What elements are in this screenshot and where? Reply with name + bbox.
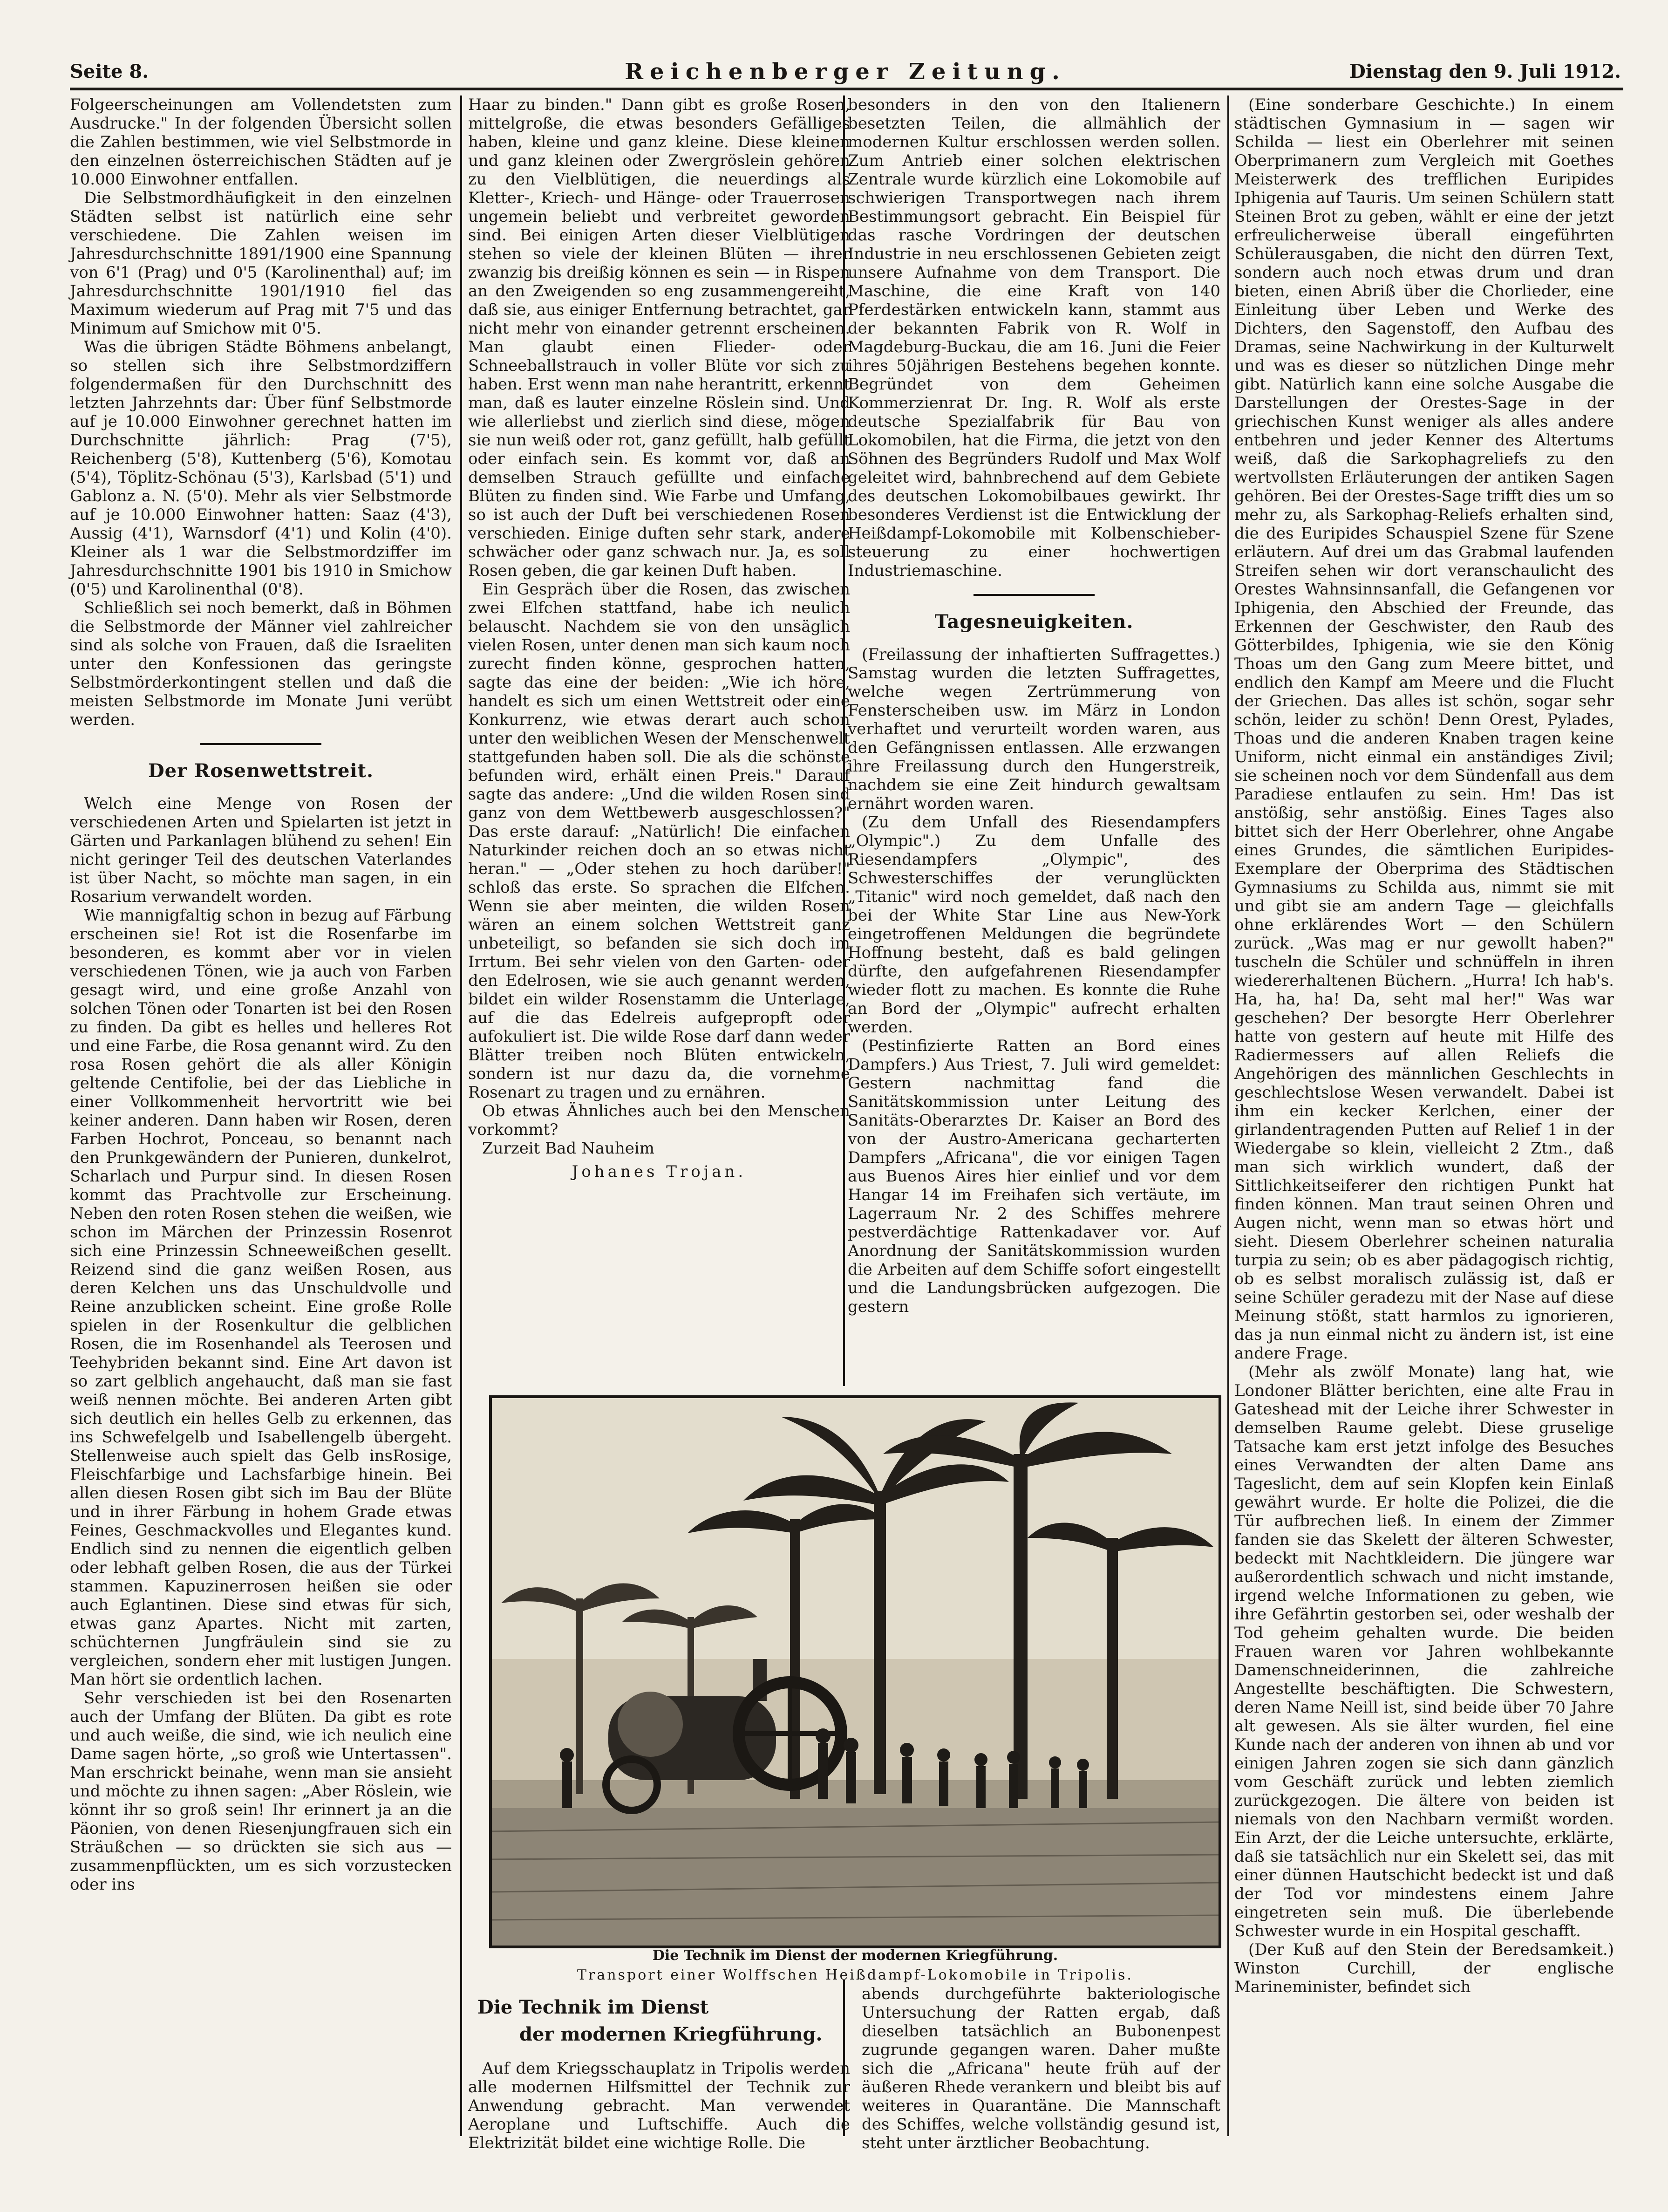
column-1 [70, 96, 452, 1894]
article-heading: Der Rosenwettstreit. [148, 760, 374, 782]
bottom-news-continuation [862, 1985, 1220, 2152]
section-divider [974, 594, 1095, 596]
news-item: (Freilassung der inhaftierten Suffragettes.) Samstag wurden die letzten Suffragettes, welche wegen Zertrümmerung von Fensterscheiben usw. im März in London verhaftet und verurteilt worden waren, aus den Gefängnissen entlassen. Alle erzwangen ihre Freilassung durch den Hungerstreik, nachdem sie eine Zeit hindurch gewaltsam ernährt worden waren. [848, 645, 1220, 813]
article-place: Zurzeit Bad Nauheim [482, 1139, 655, 1158]
column-3 [848, 96, 1220, 1316]
news-item: (Zu dem Unfall des Riesendampfers „Olympic".) Zu dem Unfalle des Riesendampfers „Olympic", des Schwesterschiffes der verunglückten „Titanic" wird noch gemeldet, daß nach den bei der White Star Line aus New-York eingetroffenen Meldungen die begründete Hoffnung besteht, daß es bald gelingen dürfte, den aufgefahrenen Riesendampfer wieder flott zu machen. Es konnte die Ruhe an Bord der „Olympic" aufrecht erhalten werden. [848, 813, 1220, 1037]
article-paragraph: Haar zu binden." Dann gibt es große Rosen, mittelgroße, die etwas besonders Gefälliges haben, kleine und ganz kleine. Diese kleinen und ganz kleinen oder Zwergröslein gehören zu den Vielblütigen, die neuerdings als Kletter-, Kriech- und Hänge- oder Trauerrosen ungemein beliebt und verbreitet geworden sind. Bei einigen Arten dieser Vielblütigen stehen so viele der kleinen Blüten — ihrer zwanzig bis dreißig können es sein — in Rispen an den Zweigenden so eng zusammengereiht, daß sie, aus einiger Entfernung betrachtet, gar nicht mehr von einander getrennt erscheinen. Man glaubt einen Flieder- oder Schneeballstrauch in voller Blüte vor sich zu haben. Erst wenn man nahe herantritt, erkennt man, daß es lauter einzelne Röslein sind. Und wie allerliebst und zierlich sind diese, mögen sie nun weiß oder rot, ganz gefüllt, halb gefüllt oder einfach sein. Es kommt vor, daß an demselben Strauch gefüllte und einfache Blüten zu finden sind. Wie Farbe und Umfang, so ist auch der Duft bei verschiedenen Rosen verschieden. Einige duften sehr stark, andere schwächer oder ganz schwach nur. Ja, es soll Rosen geben, die gar keinen Duft haben. [468, 96, 850, 580]
section-divider [200, 743, 321, 745]
article-paragraph: Auf dem Kriegsschauplatz in Tripolis werden alle modernen Hilfsmittel der Technik zur Anwendung gebracht. Man verwendet Aeroplane und Luftschiffe. Auch die Elektrizität bildet eine wichtige Rolle. Die [468, 2059, 850, 2152]
news-item: (Pestinfizierte Ratten an Bord eines Dampfers.) Aus Triest, 7. Juli wird gemeldet: Gestern nachmittag fand die Sanitätskommission unter Leitung des Sanitäts-Oberarztes Dr. Kaiser an Bord des von der Austro-Americana gecharterten Dampfers „Africana", die vor einigen Tagen aus Buenos Aires hier einlief und vor dem Hangar 14 im Freihafen sich vertäute, im Lagerraum Nr. 2 des Schiffes mehrere pestverdächtige Rattenkadaver vor. Auf Anordnung der Sanitätskommission wurden die Arbeiten auf dem Schiffe sofort eingestellt und die Landungsbrücken aufgezogen. Die gestern [848, 1037, 1220, 1316]
article-paragraph: Schließlich sei noch bemerkt, daß in Böhmen die Selbstmorde der Männer viel zahlreicher sind als solche von Frauen, daß die Israeliten unter den Konfessionen das geringste Selbstmörderkontingent stellen und daß die meisten Selbstmorde im Monate Juni verübt werden. [70, 599, 452, 729]
section-heading: Tagesneuigkeiten. [934, 611, 1134, 633]
page-number: Seite 8. [70, 61, 149, 82]
article-paragraph: Was die übrigen Städte Böhmens anbelangt, so stellen sich ihre Selbstmordziffern folgendermaßen für den Durchschnitt des letzten Jahrzehnts dar: Über fünf Selbstmorde auf je 10.000 Einwohner gerechnet hatten im Durchschnitte jährlich: Prag (7'5), Reichenberg (5'8), Kuttenberg (5'6), Komotau (5'4), Töplitz-Schönau (5'3), Karlsbad (5'1) und Gablonz a. N. (5'0). Mehr als vier Selbstmorde auf je 10.000 Einwohner hatten: Saaz (4'3), Aussig (4'1), Warnsdorf (4'1) und Kolin (4'0). Kleiner als 1 war die Selbstmordziffer im Jahresdurchschnitte 1901 bis 1910 in Smichow (0'5) und Karolinenthal (0'8). [70, 338, 452, 599]
article-paragraph: Die Selbstmordhäufigkeit in den einzelnen Städten selbst ist natürlich eine sehr verschiedene. Die Zahlen weisen im Jahresdurchschnitte 1891/1900 eine Spannung von 6'1 (Prag) und 0'5 (Karolinenthal) auf; im Jahresdurchschnitte 1901/1910 fiel das Maximum wiederum auf Prag mit 7'5 und das Minimum auf Smichow mit 0'5. [70, 189, 452, 338]
news-item: abends durchgeführte bakteriologische Untersuchung der Ratten ergab, daß dieselben tatsächlich an Bubonenpest zugrunde gegangen waren. Daher mußte sich die „Africana" heute früh auf der äußeren Rhede verankern und bleibt bis auf weiteres in Quarantäne. Die Mannschaft des Schiffes, welche vollständig gesund ist, steht unter ärztlicher Beobachtung. [862, 1985, 1220, 2152]
header-rule [70, 88, 1623, 90]
photo-caption-subtitle: Transport einer Wolffschen Heißdampf-Lokomobile in Tripolis. [577, 1967, 1133, 1983]
column-rule [460, 96, 462, 2136]
column-4 [1234, 96, 1614, 1996]
article-paragraph: Wie mannigfaltig schon in bezug auf Färbung erscheinen sie! Rot ist die Rosenfarbe im besonderen, es kommt aber vor in vielen verschiedenen Tönen, wie ja auch von Farben gesagt wird, und eine große Anzahl von solchen Tönen oder Tonarten ist bei den Rosen zu finden. Da gibt es helles und helleres Rot und eine Farbe, die Rosa genannt wird. Zu den rosa Rosen gehört die als aller Königin geltende Centifolie, bei der das Liebliche in einer Vollkommenheit hervortritt wie bei keiner anderen. Dann haben wir Rosen, deren Farben Hochrot, Ponceau, so benannt nach den Prunkgewändern der Punieren, dunkelrot, Scharlach und Purpur sind. In diesen Rosen kommt das Prachtvolle zur Erscheinung. Neben den roten Rosen stehen die weißen, wie schon im Märchen der Prinzessin Rosenrot sich eine Prinzessin Schneeweißchen gesellt. Reizend sind die ganz weißen Rosen, aus deren Kelchen uns das Unschuldvolle und Reine anzublicken scheint. Eine große Rolle spielen in der Rosenkultur die gelblichen Rosen, die im Rosenhandel als Teerosen und Teehybriden bekannt sind. Eine Art davon ist so zart gelblich angehaucht, daß man sie fast weiß nennen möchte. Bei anderen Arten gibt sich deutlich ein helles Gelb zu erkennen, das ins Schwefelgelb und Isabellengelb übergeht. Stellenweise auch spielt das Gelb insRosige, Fleischfarbige und Lachsfarbige hinein. Bei allen diesen Rosen gibt sich im Bau der Blüte und in ihrer Färbung in hohem Grade etwas Feines, Geschmackvolles und Elegantes kund. Endlich sind zu nennen die eigentlich gelben oder lebhaft gelben Rosen, die aus der Türkei stammen. Kapuzinerrosen heißen sie oder auch Eglantinen. Diese sind etwas für sich, etwas ganz Apartes. Nicht mit zarten, schüchternen Jungfräulein sind sie zu vergleichen, sondern eher mit lustigen Jungen. Man hört sie ordentlich lachen. [70, 906, 452, 1689]
article-paragraph: Folgeerscheinungen am Vollendetsten zum Ausdrucke." In der folgenden Übersicht sollen die Zahlen bestimmen, wie viel Selbstmorde in den einzelnen österreichischen Städten auf je 10.000 Einwohner entfallen. [70, 96, 452, 189]
article-heading-line: Die Technik im Dienst [477, 1996, 709, 2018]
news-item: (Der Kuß auf den Stein der Beredsamkeit.) Winston Curchill, der englische Marineminister, befindet sich [1234, 1940, 1614, 1996]
photo-illustration [492, 1398, 1219, 1946]
news-photo [489, 1395, 1221, 1948]
issue-date: Dienstag den 9. Juli 1912. [1349, 61, 1621, 82]
news-item: (Eine sonderbare Geschichte.) In einem städtischen Gymnasium in — sagen wir Schilda — liest ein Oberlehrer mit seinen Oberprimanern zum Vergleich mit Goethes Meisterwerk des trefflichen Euripides Iphigenia auf Tauris. Um seinen Schülern statt Steinen Brot zu geben, wählt er eine der jetzt erfreulicherweise überall eingeführten Schülerausgaben, die nicht den dürren Text, sondern auch noch etwas drum und dran bieten, einen Abriß über die Chorlieder, eine Einleitung über Leben und Werke des Dichters, den Sagenstoff, den Aufbau des Dramas, seine Nachwirkung in der Kulturwelt und was es dieser so nützlichen Dinge mehr gibt. Natürlich kann eine solche Ausgabe die Darstellungen der Orestes-Sage in der griechischen Kunst weniger als alles andere entbehren und jeder Kenner des Altertums weiß, daß die Sarkophagreliefs zu den wertvollsten Erläuterungen der antiken Sagen gehören. Bei der Orestes-Sage trifft dies um so mehr zu, als Sarkophag-Reliefs erhalten sind, die des Euripides Schauspiel Szene für Szene erläutern. Auf drei um das Grabmal laufenden Streifen sehen wir dort veranschaulicht des Orestes Wahnsinnsanfall, die Gefangenen vor Iphigenia, den Abschied der Freunde, das Erkennen der Geschwister, den Raub des Götterbildes, Iphigenia, wie sie den König Thoas um den Gang zum Meere bittet, und endlich den Kampf am Meere und die Flucht der Griechen. Das alles ist schön, sogar sehr schön, leider zu schön! Denn Orest, Pylades, Thoas und die anderen Knaben tragen keine Uniform, nicht einmal ein anständiges Zivil; sie scheinen noch vor dem Sündenfall aus dem Paradiese entlaufen zu sein. Hm! Das ist anstößig, sehr anstößig. Eines Tages also bittet sich der Herr Oberlehrer, ohne Angabe eines Grundes, die sämtlichen Euripides-Exemplare der Oberprima des Städtischen Gymnasiums zu Schilda aus, nimmt sie mit und gibt sie am andern Tage — gleichfalls ohne erklärendes Wort — den Schülern zurück. „Was mag er nur gewollt haben?" tuscheln die Schüler und schnüffeln in ihren wiedererhaltenen Büchern. „Hurra! Ich hab's. Ha, ha, ha! Da, seht mal her!" Was war geschehen? Der besorgte Herr Oberlehrer hatte von gestern auf heute mit Hilfe des Radiermessers auf allen Reliefs die Angehörigen des männlichen Geschlechts in geschlechtslose Wesen verwandelt. Dabei ist ihm ein kecker Kerlchen, einer der girlandentragenden Putten auf Relief 1 in der Wiedergabe so klein, vielleicht 2 Ztm., daß man sich wirklich wundert, daß der Sittlichkeitseiferer den richtigen Punkt hat finden können. Man traut seinen Ohren und Augen nicht, wenn man so etwas hört und sieht. Diesem Oberlehrer scheinen naturalia turpia zu sein; ob es aber pädagogisch richtig, ob es selbst moralisch zulässig ist, daß er seine Schüler geradezu mit der Nase auf diese Meinung stößt, statt harmlos zu ignorieren, das ja nun einmal nicht zu ändern ist, ist eine andere Frage. [1234, 96, 1614, 1363]
article-paragraph: besonders in den von den Italienern besetzten Teilen, die allmählich der modernen Kultur erschlossen werden sollen. Zum Antrieb einer solchen elektrischen Zentrale wurde kürzlich eine Lokomobile auf schwierigen Transportwegen nach ihrem Bestimmungsort gebracht. Ein Beispiel für das rasche Vordringen der deutschen Industrie in neu erschlossenen Gebieten zeigt unsere Aufnahme von dem Transport. Die Maschine, die eine Kraft von 140 Pferdestärken entwickeln kann, stammt aus der bekannten Fabrik von R. Wolf in Magdeburg-Buckau, die am 16. Juni die Feier ihres 50jährigen Bestehens begehen konnte. Begründet von dem Geheimen Kommerzienrat Dr. Ing. R. Wolf als erste deutsche Spezialfabrik für Bau von Lokomobilen, hat die Firma, die jetzt von den Söhnen des Begründers Rudolf und Max Wolf geleitet wird, bahnbrechend auf dem Gebiete des deutschen Lokomobilbaues gewirkt. Ihr besonderes Verdienst ist die Entwicklung der Heißdampf-Lokomobile mit Kolbenschieber-steuerung zu einer hochwertigen Industriemaschine. [848, 96, 1220, 580]
news-item: (Mehr als zwölf Monate) lang hat, wie Londoner Blätter berichten, eine alte Frau in Gateshead mit der Leiche ihrer Schwester in demselben Raume gelebt. Diese gruselige Tatsache kam erst jetzt infolge des Besuches eines Verwandten der alten Dame ans Tageslicht, dem auf sein Klopfen kein Einlaß gewährt wurde. Er holte die Polizei, die die Tür aufbrechen ließ. In einem der Zimmer fanden sie das Skelett der älteren Schwester, bedeckt mit Nachtkleidern. Die jüngere war außerordentlich schwach und nicht imstande, irgend welche Informationen zu geben, wie ihre Gefährtin gestorben sei, oder weshalb der Tod geheim gehalten wurde. Die beiden Frauen waren vor Jahren wohlbekannte Damenschneiderinnen, die zahlreiche Angestellte beschäftigten. Die Schwestern, deren Name Neill ist, sind beide über 70 Jahre alt gewesen. Als sie älter wurden, fiel eine Kunde nach der anderen von ihnen ab und vor einigen Jahren zogen sie sich dann gänzlich vom Geschäft zurück und lebten ziemlich zurückgezogen. Die ältere von beiden ist niemals von den Nachbarn vermißt worden. Ein Arzt, der die Leiche untersuchte, erklärte, daß sie tatsächlich nur ein Skelett sei, das mit einer dünnen Hautschicht bedeckt ist und daß der Tod vor mindestens einem Jahre eingetreten sein muß. Die überlebende Schwester wurde in ein Hospital geschafft. [1234, 1363, 1614, 1940]
article-paragraph: Ein Gespräch über die Rosen, das zwischen zwei Elfchen stattfand, habe ich neulich belauscht. Nachdem sie von den unsäglich vielen Rosen, unter denen man sich kaum noch zurecht finden könne, gesprochen hatten, sagte das eine der beiden: „Wie ich höre, handelt es sich um einen Wettstreit oder eine Konkurrenz, wie etwas derart auch schon unter den weiblichen Wesen der Menschenwelt stattgefunden haben soll. Die als die schönste befunden wird, erhält einen Preis." Darauf sagte das andere: „Und die wilden Rosen sind ganz von dem Wettbewerb ausgeschlossen?" Das erste darauf: „Natürlich! Die einfachen Naturkinder reichen doch an so etwas nicht heran." — „Oder stehen zu hoch darüber!" schloß das erste. So sprachen die Elfchen. Wenn sie aber meinten, die wilden Rosen wären an einem solchen Wettstreit ganz unbeteiligt, so befanden sie sich doch im Irrtum. Bei sehr vielen von den Garten- oder den Edelrosen, wie sie auch genannt werden, bildet ein wilder Rosenstamm die Unterlage, auf die das Edelreis aufgepropft oder aufokuliert ist. Die wilde Rose darf dann weder Blätter treiben noch Blüten entwickeln, sondern ist nur dazu da, die vornehme Rosenart zu tragen und zu ernähren. [468, 580, 850, 1102]
column-rule [1227, 96, 1229, 2136]
photo-caption-title: Die Technik im Dienst der modernen Kriegführung. [652, 1947, 1058, 1964]
page-header [70, 52, 1621, 89]
article-heading-line: der modernen Kriegführung. [519, 2023, 823, 2045]
article-author: Johanes Trojan. [572, 1162, 747, 1181]
column-2 [468, 96, 850, 1181]
article-paragraph: Ob etwas Ähnliches auch bei den Menschen vorkommt? [468, 1102, 850, 1139]
article-paragraph: Sehr verschieden ist bei den Rosenarten auch der Umfang der Blüten. Da gibt es rote und auch weiße, die sind, wie ich neulich eine Dame sagen hörte, „so groß wie Untertassen". Man erschrickt beinahe, wenn man sie ansieht und möchte zu ihnen sagen: „Aber Röslein, wie könnt ihr so groß sein! Ihr erinnert ja an die Päonien, von denen Riesenjungfrauen sich ein Sträußchen — so drückten sie sich aus — zusammenpflückten, um es sich vorzustecken oder ins [70, 1689, 452, 1894]
bottom-article [468, 1985, 850, 2152]
newspaper-title: Reichenberger Zeitung. [625, 59, 1066, 85]
article-paragraph: Welch eine Menge von Rosen der verschiedenen Arten und Spielarten ist jetzt in Gärten und Parkanlagen blühend zu sehen! Ein nicht geringer Teil des deutschen Vaterlandes ist über Nacht, so möchte man sagen, in ein Rosarium verwandelt worden. [70, 794, 452, 906]
article-heading [477, 1994, 850, 2048]
